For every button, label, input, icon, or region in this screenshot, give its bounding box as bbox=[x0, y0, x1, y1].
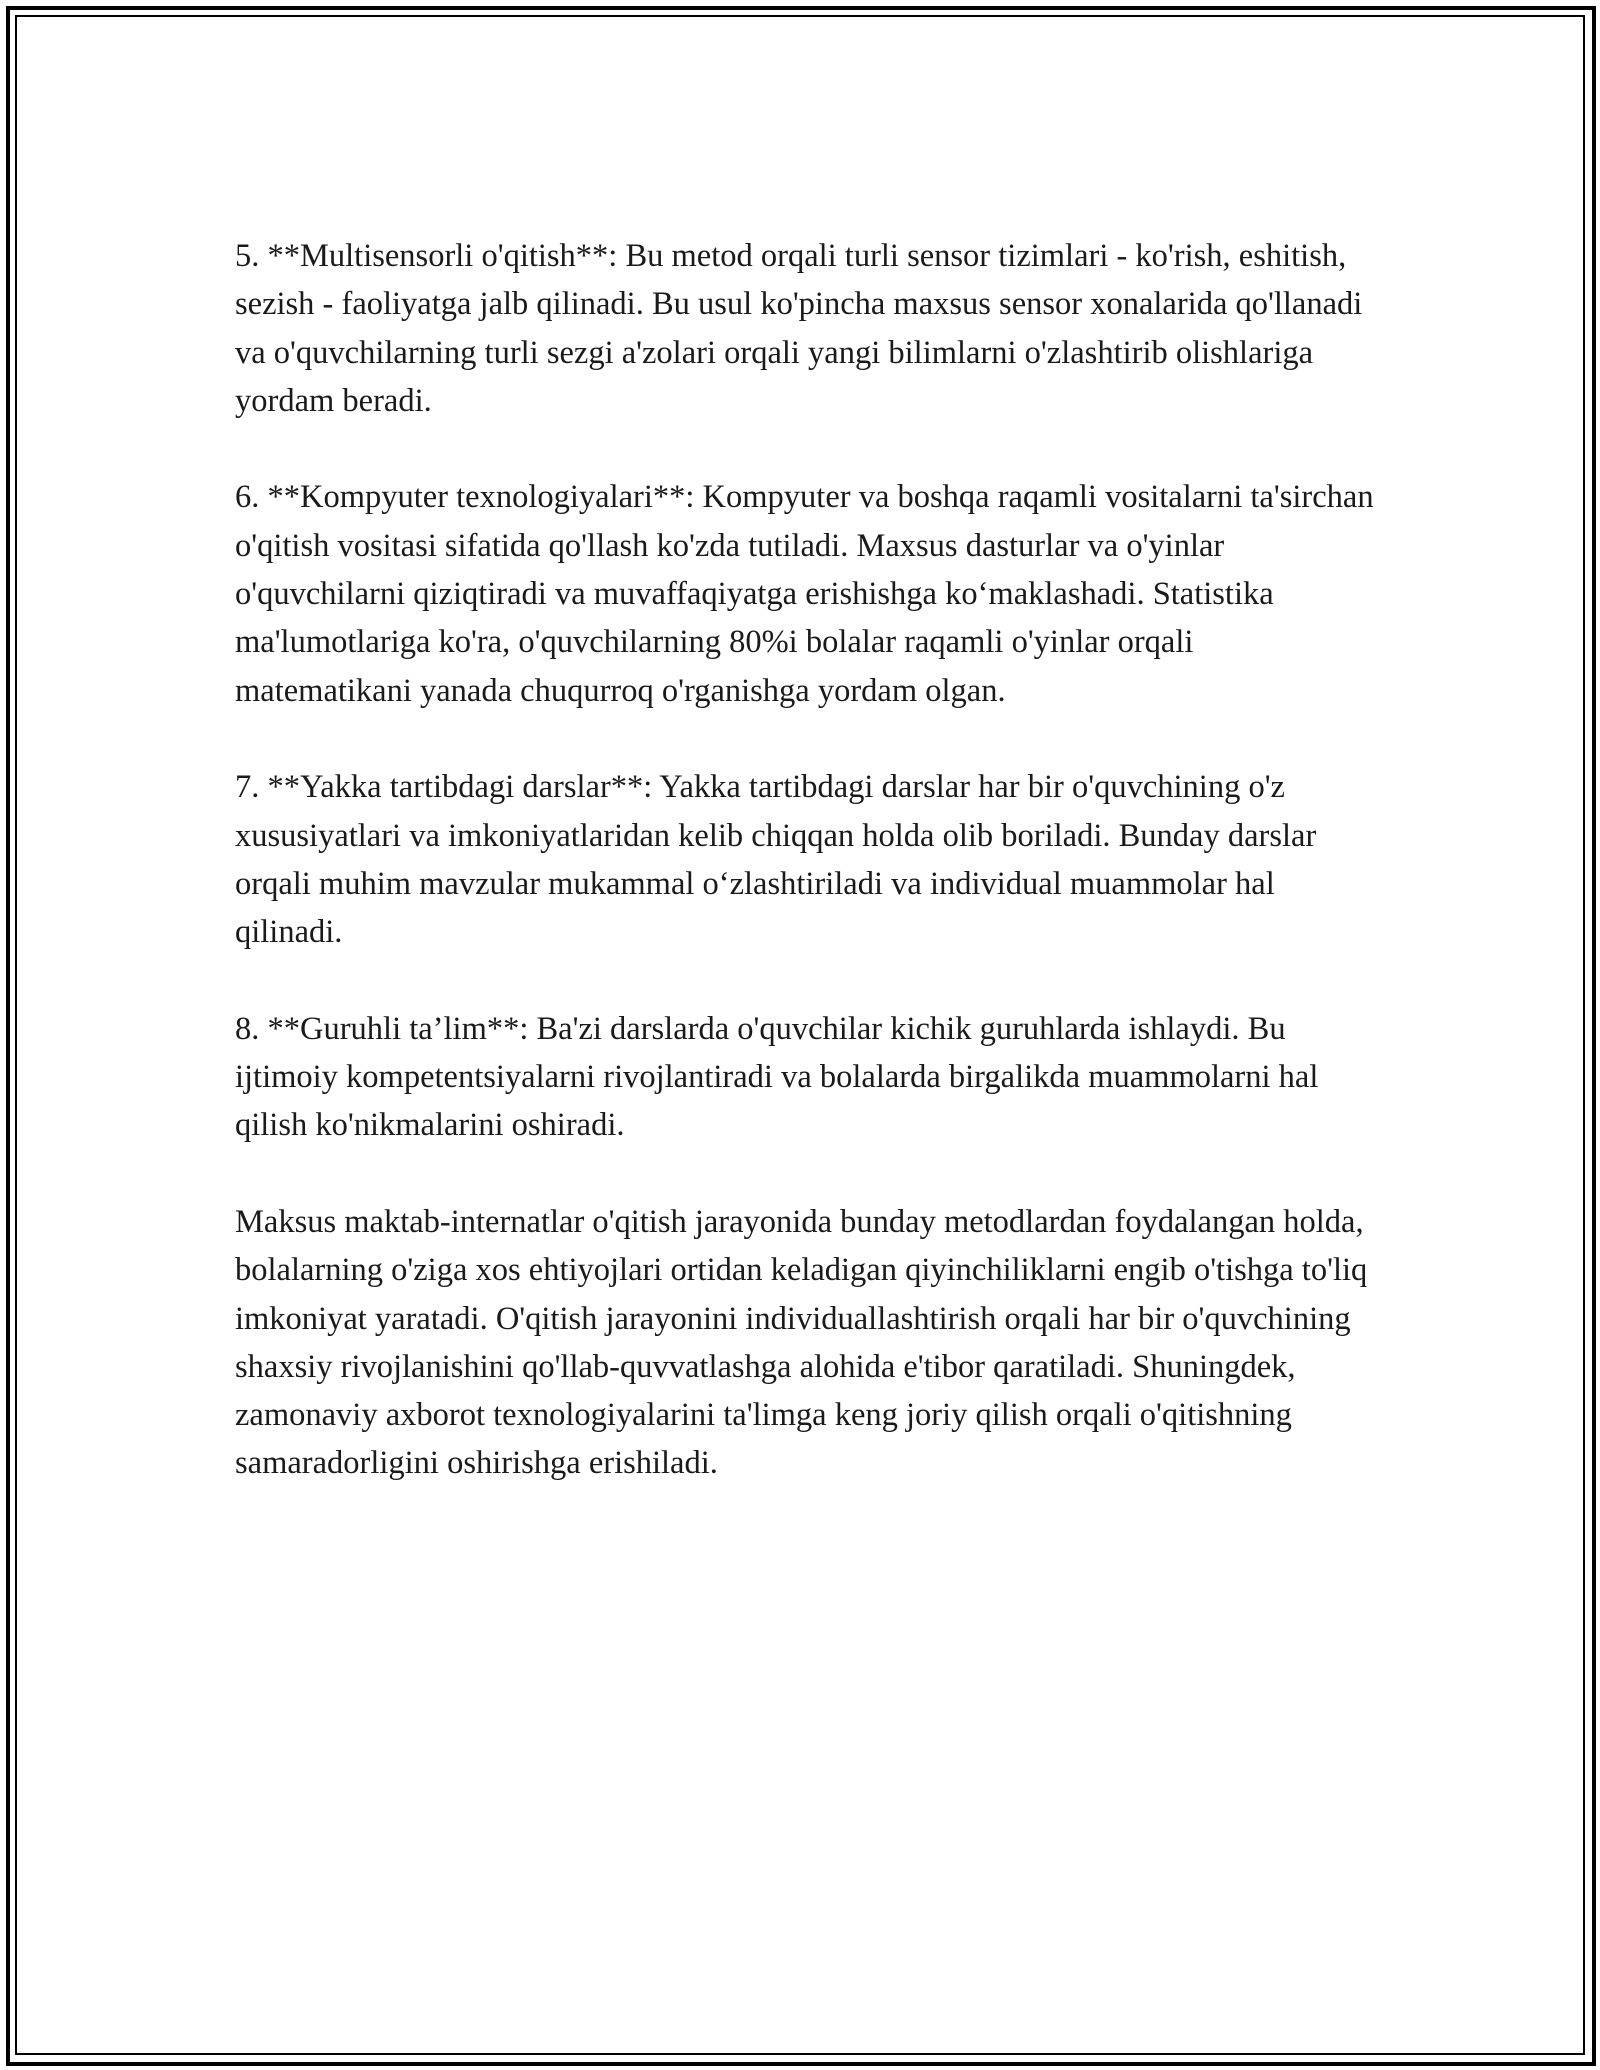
paragraph-conclusion: Maksus maktab-internatlar o'qitish jarayonida bunday metodlardan foydalangan holda, bolalarning o'ziga xos ehtiyojlari ortidan keladigan qiyinchiliklarni engib o'tishga to'liq imkoniyat yaratadi. O'qitish jarayonini individuallashtirish orqali har bir o'quvchining shaxsiy rivojlanishini qo'llab-quvvatlashga alohida e'tibor qaratiladi. Shuningdek, zamonaviy axborot texnologiyalarini ta'limga keng joriy qilish orqali o'qitishning samaradorligini oshirishga erishiladi. bbox=[235, 1203, 1368, 1482]
paragraph-individual-lessons: 7. **Yakka tartibdagi darslar**: Yakka tartibdagi darslar har bir o'quvchining o'z xususiyatlari va imkoniyatlaridan kelib chiqqan holda olib boriladi. Bunday darslar orqali muhim mavzular mukammal o‘zlashtiriladi va individual muammolar hal qilinadi. bbox=[235, 769, 1317, 951]
paragraph-multisensory-teaching: 5. **Multisensorli o'qitish**: Bu metod orqali turli sensor tizimlari - ko'rish, eshitish, sezish - faoliyatga jalb qilinadi. Bu usul ko'pincha maxsus sensor xonalarida qo'llanadi va o'quvchilarning turli sezgi a'zolari orqali yangi bilimlarni o'zlashtirib olishlariga yordam beradi. bbox=[235, 238, 1363, 419]
paragraph-computer-technologies: 6. **Kompyuter texnologiyalari**: Kompyuter va boshqa raqamli vositalarni ta'sirchan o'qitish vositasi sifatida qo'llash ko'zda tutiladi. Maxsus dasturlar va o'yinlar o'quvchilarni qiziqtiradi va muvaffaqiyatga erishishga ko‘maklashadi. Statistika ma'lumotlariga ko'ra, o'quvchilarning 80%i bolalar raqamli o'yinlar orqali matematikani yanada chuqurroq o'rganishga yordam olgan. bbox=[235, 479, 1374, 709]
paragraph-group-learning: 8. **Guruhli ta’lim**: Ba'zi darslarda o'quvchilar kichik guruhlarda ishlaydi. Bu ijtimoiy kompetentsiyalarni rivojlantiradi va bolalarda birgalikda muammolarni hal qilish ko'nikmalarini oshiradi. bbox=[235, 1010, 1319, 1144]
document-body bbox=[235, 232, 1375, 1536]
